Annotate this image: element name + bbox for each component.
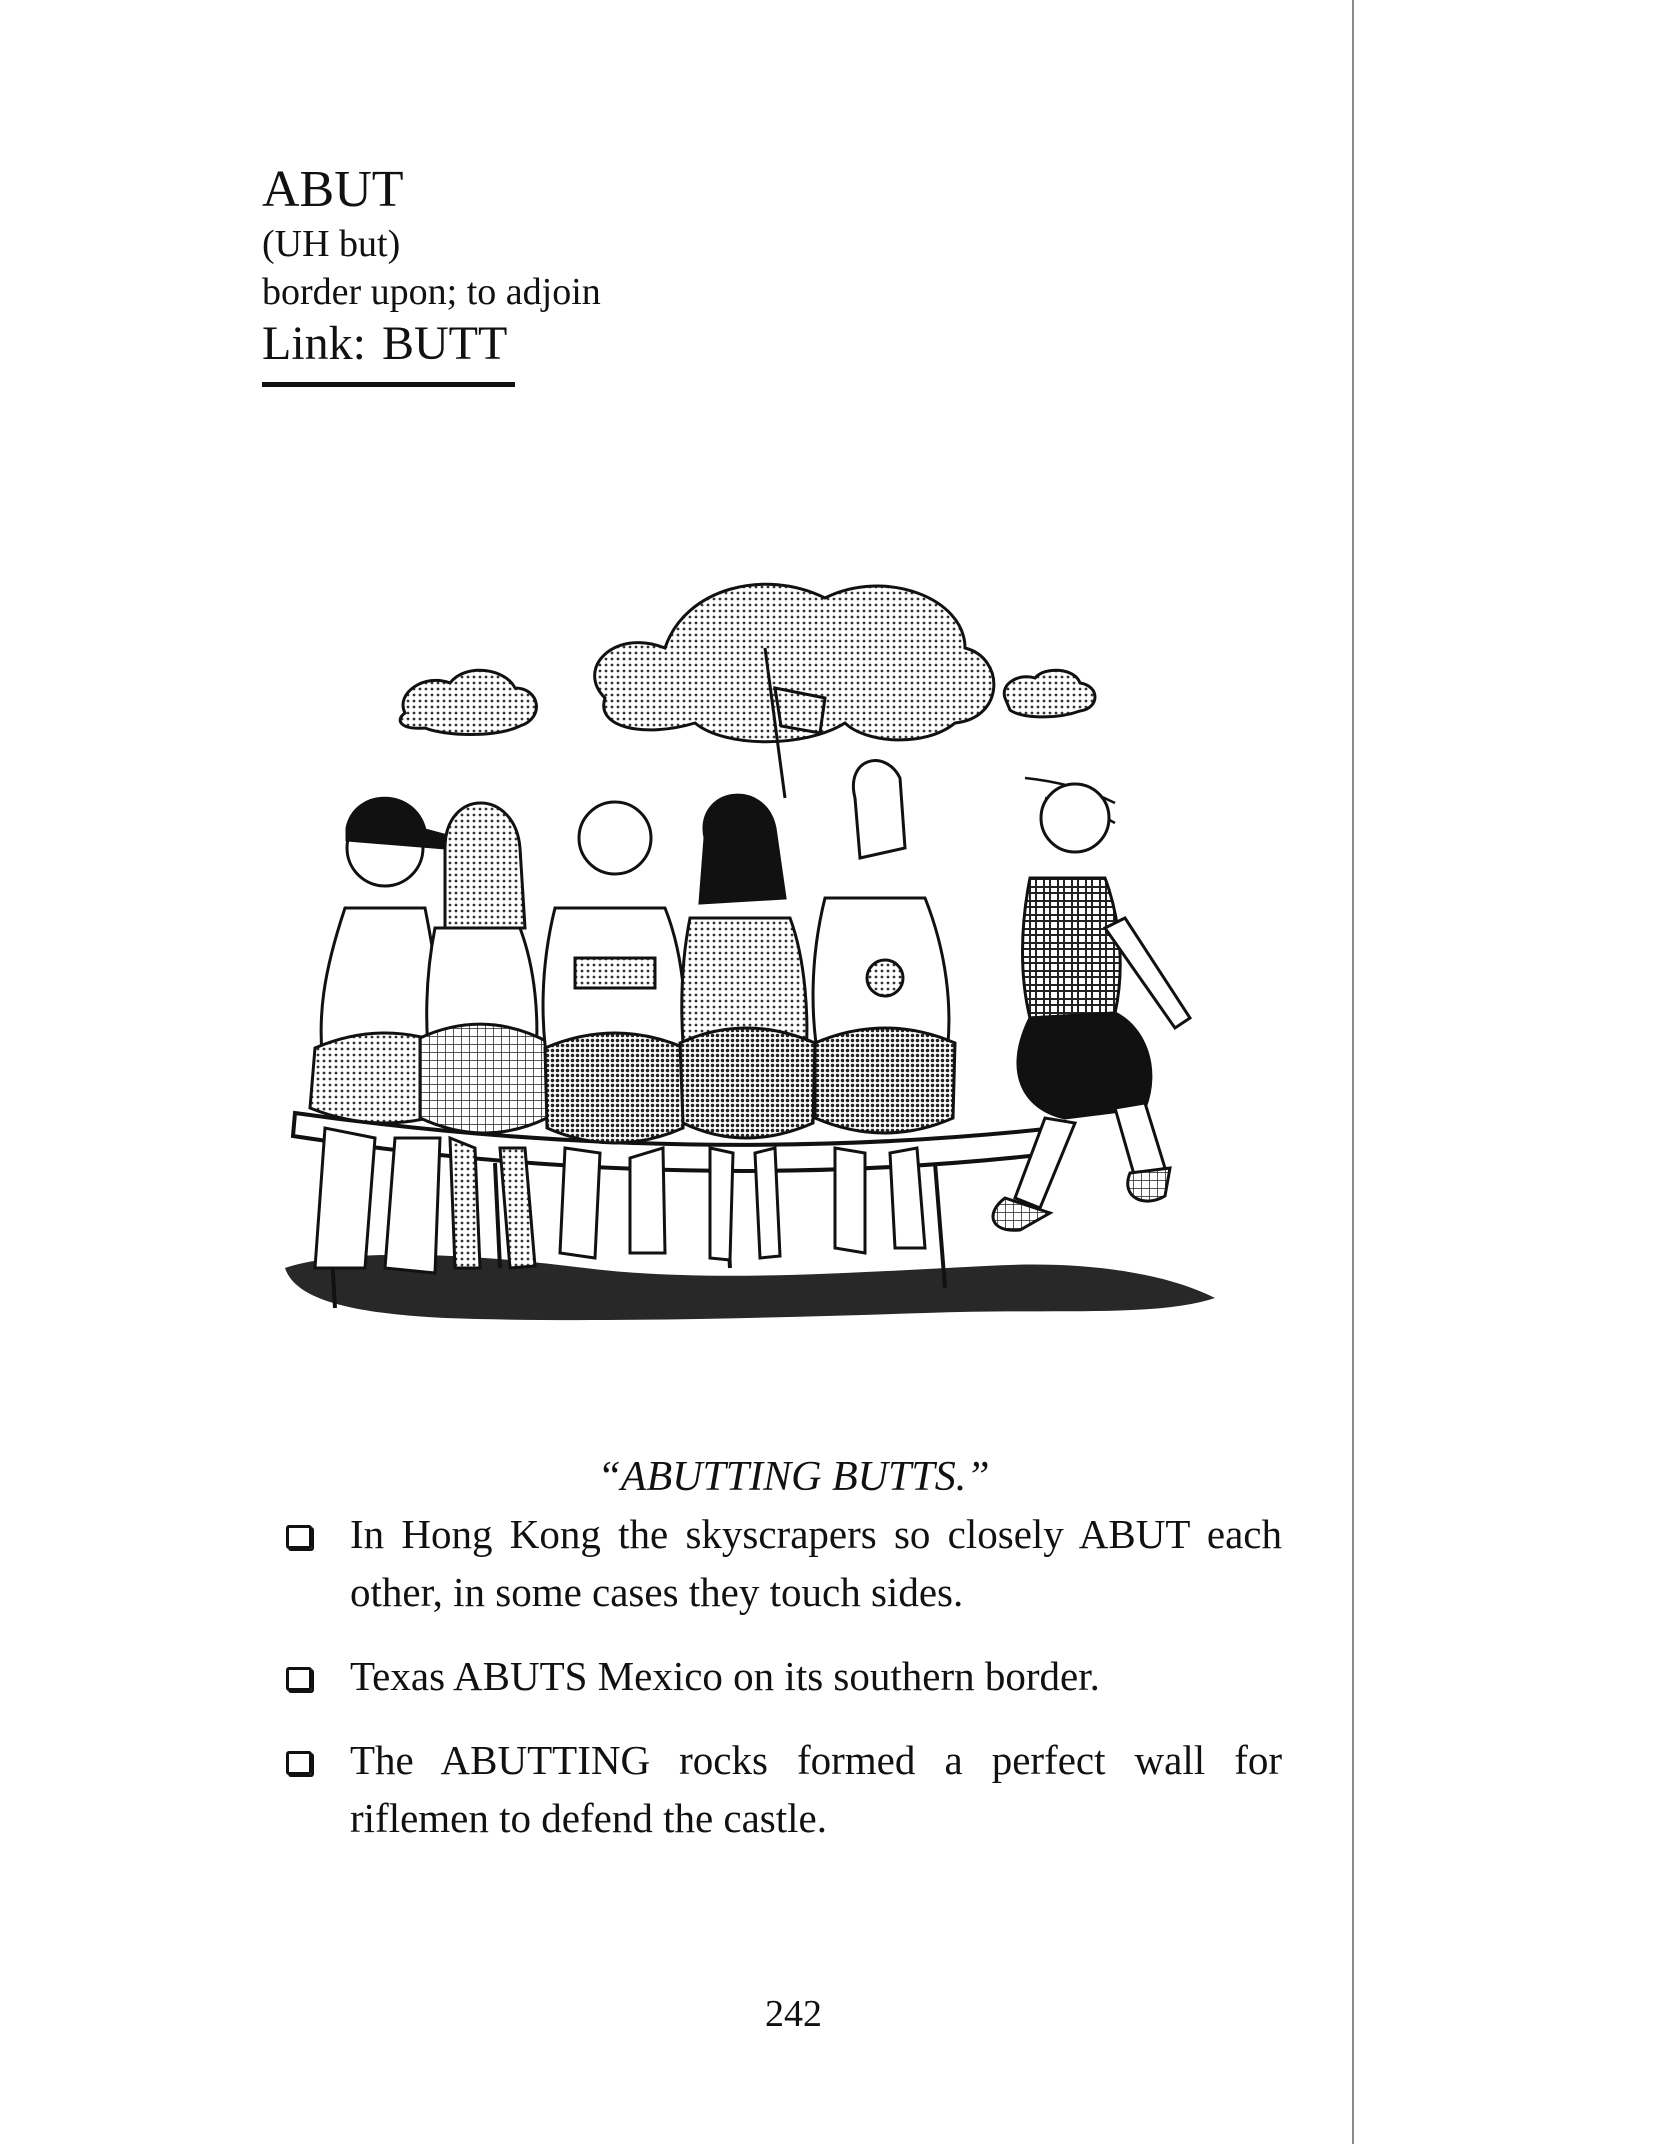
- link-line: [262, 316, 515, 387]
- example-item: [282, 1731, 1282, 1847]
- example-text: In Hong Kong the skyscrapers so closely ABUT each other, in some cases they touch sides.: [350, 1511, 1282, 1615]
- example-list: [282, 1505, 1282, 1873]
- cartoon-illustration: [285, 548, 1275, 1378]
- link-word: BUTT: [382, 317, 508, 370]
- person-tattoo: [813, 761, 955, 1253]
- person-plaid-running: [993, 784, 1190, 1230]
- page-edge-rule: [1352, 0, 1354, 2144]
- definition: border upon; to adjoin: [262, 271, 601, 313]
- example-text: Texas ABUTS Mexico on its southern border.: [350, 1653, 1100, 1699]
- entry-header: [262, 160, 601, 387]
- example-item: [282, 1647, 1282, 1705]
- person-bald: [543, 802, 685, 1258]
- pronunciation: (UH but): [262, 223, 401, 265]
- checkbox-icon: [286, 1525, 312, 1549]
- entry-word: ABUT: [262, 161, 404, 218]
- person-dark-hair: [680, 795, 815, 1260]
- page-number: 242: [765, 1993, 822, 2035]
- checkbox-icon: [286, 1751, 312, 1775]
- clouds: [400, 584, 1095, 742]
- example-text: The ABUTTING rocks formed a perfect wall for riflemen to defend the castle.: [350, 1737, 1282, 1841]
- illustration-caption: “ABUTTING BUTTS.”: [597, 1454, 990, 1500]
- example-item: [282, 1505, 1282, 1621]
- link-label: Link:: [262, 317, 366, 370]
- checkbox-icon: [286, 1667, 312, 1691]
- person-blonde: [420, 803, 550, 1268]
